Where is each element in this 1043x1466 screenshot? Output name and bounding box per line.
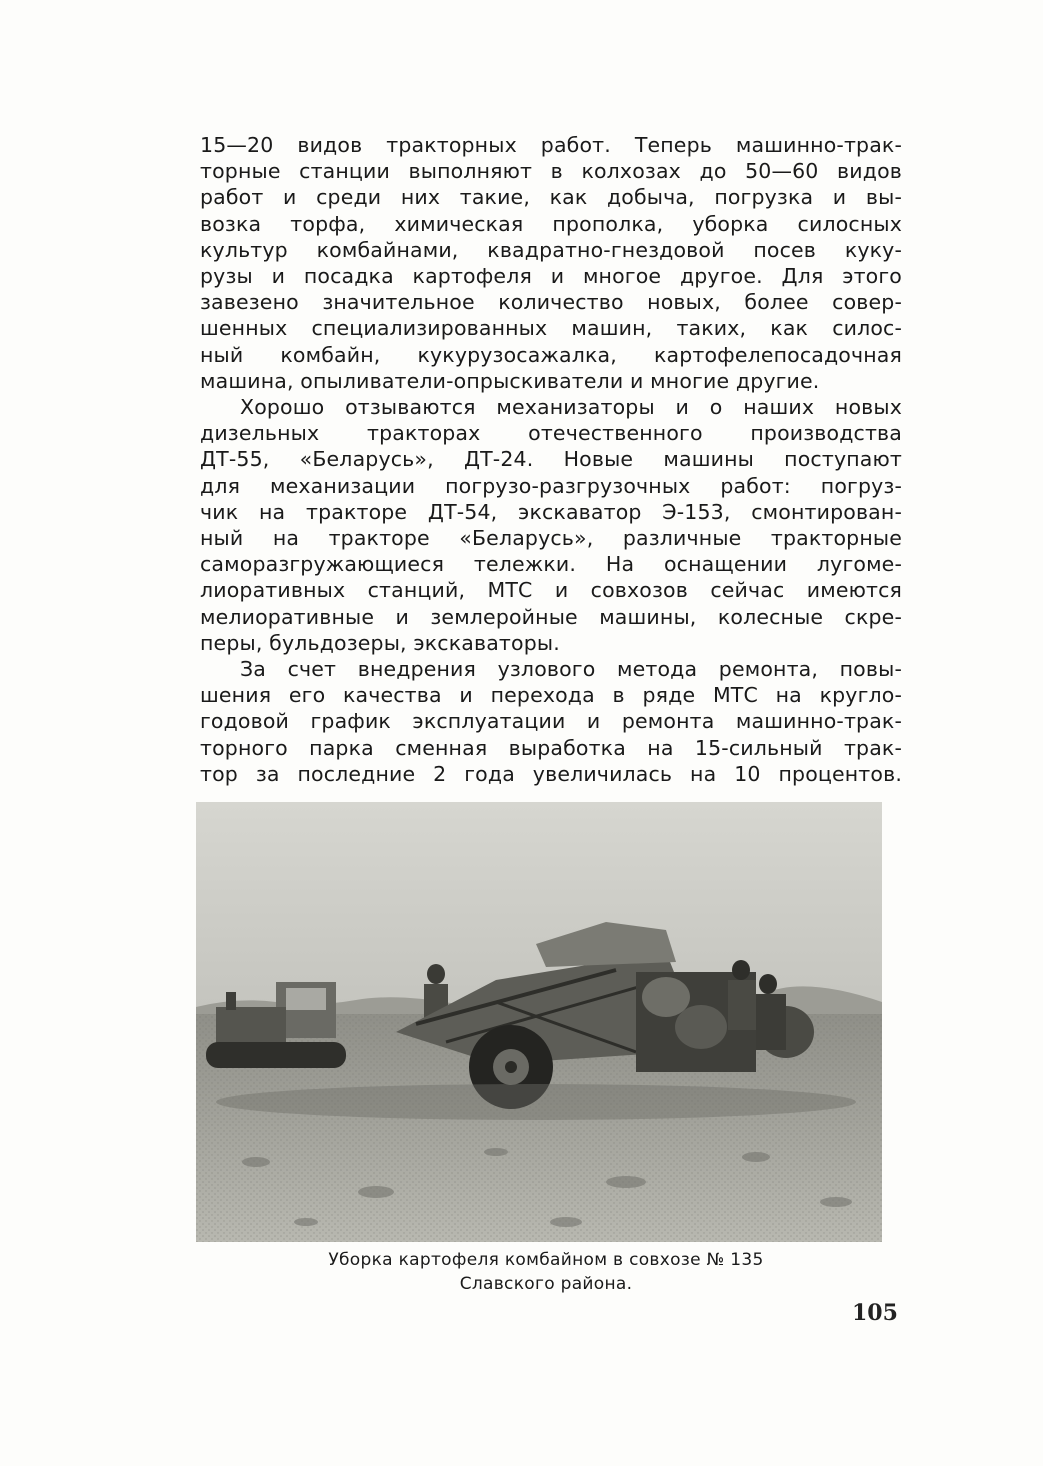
text-line: для механизации погрузо-разгрузочных работ: погруз- — [200, 473, 902, 498]
text-line: За счет внедрения узлового метода ремонта, повы- — [240, 657, 902, 682]
text-line: культур комбайнами, квадратно-гнездовой посев куку- — [200, 237, 902, 262]
text-line: завезено значительное количество новых, более совер- — [200, 290, 902, 315]
text-line: лиоративных станций, МТС и совхозов сейчас имеются — [200, 578, 902, 603]
text-line: торного парка сменная выработка на 15-сильный трак- — [200, 735, 902, 760]
text-line: перы, бульдозеры, экскаваторы. — [200, 630, 560, 655]
text-line: шения его качества и перехода в ряде МТС на кругло- — [200, 683, 902, 708]
caption-line: Славского района. — [459, 1274, 633, 1294]
text-line: тор за последние 2 года увеличилась на 10 процентов. — [200, 761, 902, 786]
text-line: дизельных тракторах отечественного производства — [200, 421, 902, 446]
text-line: машина, опыливатели-опрыскиватели и многие другие. — [200, 368, 820, 393]
text-line: чик на тракторе ДТ-54, экскаватор Э-153, смонтирован- — [200, 499, 902, 524]
text-line: ный комбайн, кукурузосажалка, картофелепосадочная — [200, 342, 902, 367]
text-line: 15—20 видов тракторных работ. Теперь машинно-трак- — [200, 133, 902, 157]
body-text — [200, 132, 902, 787]
text-line: возка торфа, химическая прополка, уборка силосных — [200, 211, 902, 236]
text-line: мелиоративные и землеройные машины, колесные скре- — [200, 604, 902, 629]
page-number: 105 — [852, 1300, 898, 1326]
text-line: торные станции выполняют в колхозах до 50—60 видов — [200, 159, 902, 184]
text-line: саморазгружающиеся тележки. На оснащении лугоме- — [200, 552, 902, 577]
text-line: работ и среди них такие, как добыча, погрузка и вы- — [200, 185, 902, 210]
potato-harvester-photo — [196, 802, 882, 1242]
text-line: годовой график эксплуатации и ремонта машинно-трак- — [200, 709, 902, 734]
text-line: ДТ-55, «Беларусь», ДТ-24. Новые машины поступают — [200, 447, 902, 472]
text-line: Хорошо отзываются механизаторы и о наших новых — [240, 395, 902, 420]
photo-caption — [196, 1248, 896, 1296]
text-line: шенных специализированных машин, таких, как силос- — [200, 316, 902, 341]
text-line: рузы и посадка картофеля и многое другое. Для этого — [200, 264, 902, 289]
text-line: ный на тракторе «Беларусь», различные тракторные — [200, 526, 902, 551]
caption-line: Уборка картофеля комбайном в совхозе № 135 — [328, 1250, 764, 1270]
